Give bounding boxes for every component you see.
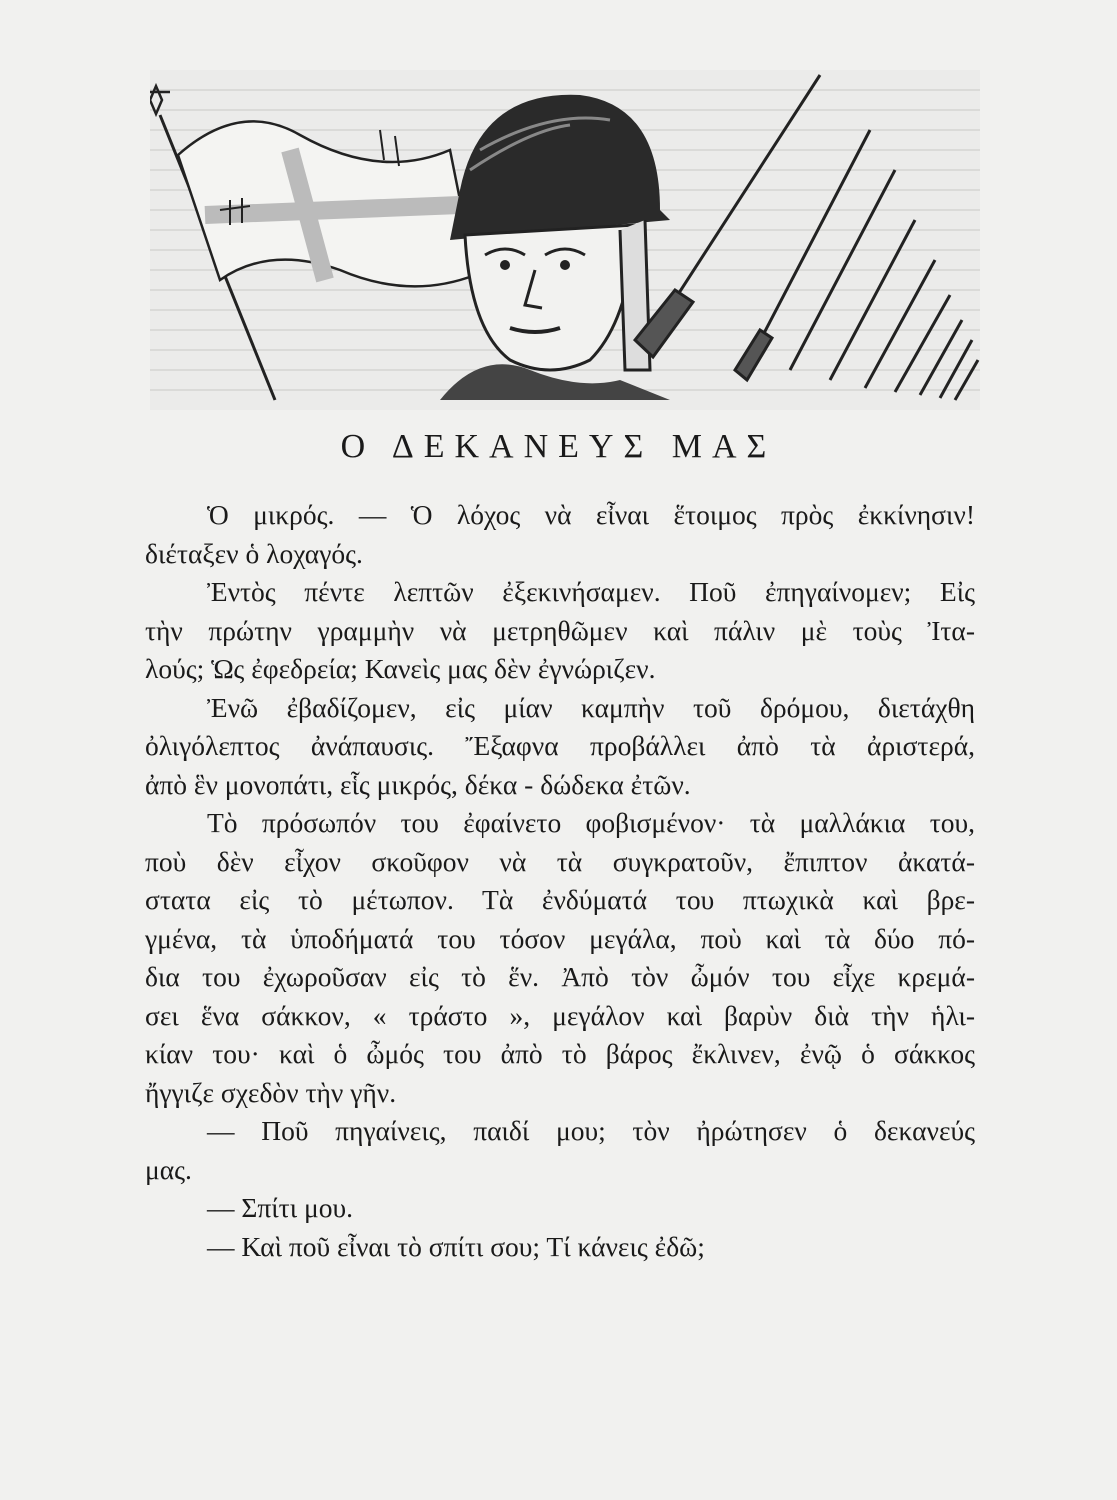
text-line: σει ἕνα σάκκον, « τράστο », μεγάλον καὶ βαρὺν διὰ τὴν ἡλι- <box>145 999 975 1031</box>
text-line: — Ποῦ πηγαίνεις, παιδί μου; τὸν ἠρώτησεν ὁ δεκανεύς <box>207 1115 975 1146</box>
chapter-title: Ο ΔΕΚΑΝΕΥΣ ΜΑΣ <box>340 428 777 465</box>
text-line: λούς; Ὡς ἐφεδρεία; Κανεὶς μας δὲν ἐγνώριζεν. <box>145 653 656 684</box>
text-line: τὴν πρώτην γραμμὴν νὰ μετρηθῶμεν καὶ πάλιν μὲ τοὺς Ἰτα- <box>145 614 975 646</box>
text-line: Ἐντὸς πέντε λεπτῶν ἐξεκινήσαμεν. Ποῦ ἐπηγαίνομεν; Εἰς <box>207 576 975 607</box>
text-line: Ἐνῶ ἐβαδίζομεν, εἰς μίαν καμπὴν τοῦ δρόμου, διετάχθη <box>207 691 975 723</box>
text-line: ἤγγιζε σχεδὸν τὴν γῆν. <box>145 1076 397 1108</box>
text-line: ἀπὸ ἓν μονοπάτι, εἷς μικρός, δέκα - δώδεκα ἐτῶν. <box>145 768 691 800</box>
woodcut-illustration <box>150 70 980 410</box>
paragraph <box>145 573 975 689</box>
paragraph <box>145 1228 975 1267</box>
text-line: διέταξεν ὁ λοχαγός. <box>145 537 363 569</box>
soldier <box>440 95 670 400</box>
text-line: Τὸ πρόσωπόν του ἐφαίνετο φοβισμένον· τὰ μαλλάκια του, <box>207 807 975 838</box>
illustration-soldier-flag-bayonets <box>150 70 980 410</box>
text-line: γμένα, τὰ ὑποδήματά του τόσον μεγάλα, ποὺ καὶ τὰ δύο πό- <box>145 922 975 954</box>
text-line: ποὺ δὲν εἶχον σκοῦφον νὰ τὰ συγκρατοῦν, ἔπιπτον ἀκατά- <box>145 845 975 877</box>
text-line: — Καὶ ποῦ εἶναι τὸ σπίτι σου; Τί κάνεις ἐδῶ; <box>207 1230 705 1262</box>
body-text <box>145 496 975 1266</box>
text-line: κίαν του· καὶ ὁ ὦμός του ἀπὸ τὸ βάρος ἔκλινεν, ἐνῷ ὁ σάκκος <box>145 1038 975 1069</box>
paragraph <box>145 689 975 805</box>
paragraph <box>145 1189 975 1228</box>
flag <box>150 86 475 400</box>
text-line: — Σπίτι μου. <box>207 1192 353 1223</box>
text-line: στατα εἰς τὸ μέτωπον. Τὰ ἐνδύματά του πτωχικὰ καὶ βρε- <box>145 884 975 915</box>
text-line: ὀλιγόλεπτος ἀνάπαυσις. Ἔξαφνα προβάλλει ἀπὸ τὰ ἀριστερά, <box>145 730 975 761</box>
text-line: Ὁ μικρός. — Ὁ λόχος νὰ εἶναι ἕτοιμος πρὸς ἐκκίνησιν! <box>207 499 975 530</box>
text-line: μας. <box>145 1153 192 1185</box>
paragraph <box>145 1112 975 1189</box>
paragraph <box>145 496 975 573</box>
paragraph <box>145 804 975 1112</box>
text-line: δια του ἐχωροῦσαν εἰς τὸ ἕν. Ἀπὸ τὸν ὦμόν του εἶχε κρεμά- <box>145 961 975 992</box>
bayonets <box>635 75 978 400</box>
